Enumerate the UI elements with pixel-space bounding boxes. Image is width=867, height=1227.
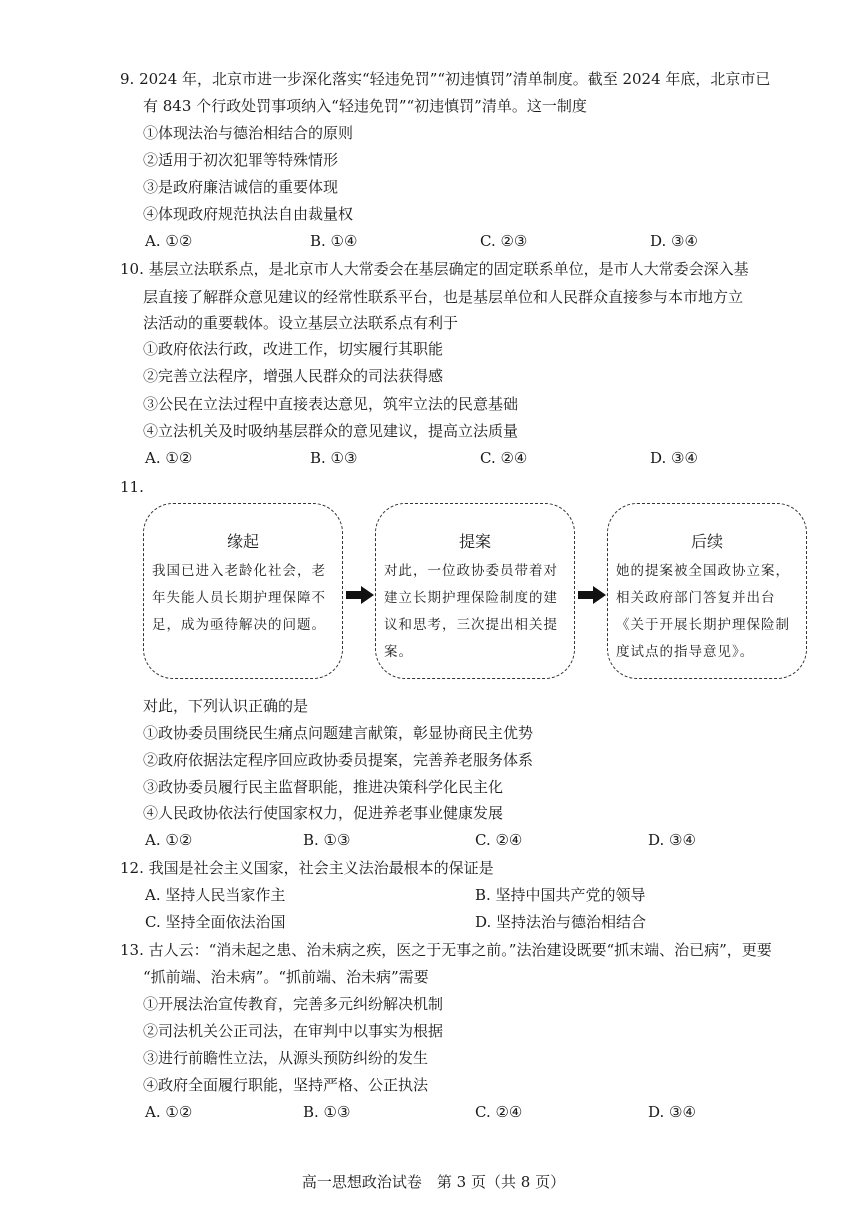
proposal-box-body: 对此，一位政协委员带着对建立长期护理保险制度的建议和思考，三次提出相关提案。: [384, 563, 558, 660]
q11-stem: 对此，下列认识正确的是: [143, 697, 309, 715]
q9-stem-line2: 有 843 个行政处罚事项纳入“轻违免罚”“初违慎罚”清单。这一制度: [143, 97, 587, 115]
follow-up-box-body: 她的提案被全国政协立案，相关政府部门答复并出台《关于开展长期护理保险制度试点的指导意见》。: [616, 563, 790, 660]
q12-stem: 12. 我国是社会主义国家，社会主义法治最根本的保证是: [120, 859, 494, 877]
q10-item-3: ③公民在立法过程中直接表达意见，筑牢立法的民意基础: [143, 395, 519, 413]
origin-box-body: 我国已进入老龄化社会，老年失能人员长期护理保障不足，成为亟待解决的问题。: [152, 563, 326, 633]
q13-stem-line2: “抓前端、治未病”。“抓前端、治未病”需要: [143, 968, 429, 986]
proposal-box-title: 提案: [458, 532, 491, 551]
origin-box: [143, 503, 343, 679]
q10-option-b: B. ①③: [310, 449, 358, 467]
q11-option-c: C. ②④: [475, 831, 523, 849]
q13-item-2: ②司法机关公正司法，在审判中以事实为根据: [143, 1022, 444, 1040]
q10-item-4: ④立法机关及时吸纳基层群众的意见建议，提高立法质量: [143, 422, 519, 440]
q9-option-c: C. ②③: [480, 232, 528, 250]
q11-item-4: ④人民政协依法行使国家权力，促进养老事业健康发展: [143, 804, 504, 822]
q13-option-c: C. ②④: [475, 1103, 523, 1121]
q11-option-a: A. ①②: [145, 831, 193, 849]
q9-option-d: D. ③④: [650, 232, 698, 250]
q12-option-a: A. 坚持人民当家作主: [145, 886, 286, 904]
q13-option-d: D. ③④: [648, 1103, 696, 1121]
page-footer: 高一思想政治试卷 第 3 页（共 8 页）: [301, 1173, 566, 1191]
q10-option-a: A. ①②: [145, 449, 193, 467]
proposal-box: [375, 503, 575, 679]
q10-item-1: ①政府依法行政，改进工作，切实履行其职能: [143, 340, 444, 358]
q12-option-c: C. 坚持全面依法治国: [145, 913, 286, 931]
follow-up-box: [607, 503, 807, 679]
q11-option-d: D. ③④: [648, 831, 696, 849]
right-arrow-icon: [578, 586, 606, 604]
q11-option-b: B. ①③: [303, 831, 351, 849]
origin-box-title: 缘起: [226, 532, 259, 551]
q9-item-3: ③是政府廉洁诚信的重要体现: [143, 178, 339, 196]
q12-option-b: B. 坚持中国共产党的领导: [475, 886, 646, 904]
q9-stem-line1: 9. 2024 年，北京市进一步深化落实“轻违免罚”“初违慎罚”清单制度。截至 2024 年底，北京市已: [120, 70, 771, 88]
q11-item-1: ①政协委员围绕民生痛点问题建言献策，彰显协商民主优势: [143, 724, 534, 742]
q10-item-2: ②完善立法程序，增强人民群众的司法获得感: [143, 367, 444, 385]
q10-stem-line1: 10. 基层立法联系点，是北京市人大常委会在基层确定的固定联系单位，是市人大常委会深入基: [120, 260, 749, 278]
q10-option-d: D. ③④: [650, 449, 698, 467]
q9-item-2: ②适用于初次犯罪等特殊情形: [143, 151, 339, 169]
q10-option-c: C. ②④: [480, 449, 528, 467]
right-arrow-icon: [346, 586, 374, 604]
q13-item-3: ③进行前瞻性立法，从源头预防纠纷的发生: [143, 1049, 429, 1067]
q9-option-a: A. ①②: [145, 232, 193, 250]
q11-number: 11.: [120, 478, 144, 496]
q10-stem-line2: 层直接了解群众意见建议的经常性联系平台，也是基层单位和人民群众直接参与本市地方立: [143, 288, 744, 306]
q13-item-4: ④政府全面履行职能，坚持严格、公正执法: [143, 1076, 429, 1094]
q12-option-d: D. 坚持法治与德治相结合: [475, 913, 647, 931]
q13-stem-line1: 13. 古人云：“消未起之患、治未病之疾，医之于无事之前。”法治建设既要“抓末端、治已病”，更要: [120, 941, 772, 959]
q10-stem-line3: 法活动的重要载体。设立基层立法联系点有利于: [143, 314, 459, 332]
q9-option-b: B. ①④: [310, 232, 358, 250]
follow-up-box-title: 后续: [690, 532, 723, 551]
q11-item-2: ②政府依据法定程序回应政协委员提案，完善养老服务体系: [143, 751, 534, 769]
q13-item-1: ①开展法治宣传教育，完善多元纠纷解决机制: [143, 995, 444, 1013]
q9-item-1: ①体现法治与德治相结合的原则: [143, 124, 354, 142]
q13-option-a: A. ①②: [145, 1103, 193, 1121]
q9-item-4: ④体现政府规范执法自由裁量权: [143, 205, 354, 223]
q13-option-b: B. ①③: [303, 1103, 351, 1121]
q11-item-3: ③政协委员履行民主监督职能，推进决策科学化民主化: [143, 778, 504, 796]
